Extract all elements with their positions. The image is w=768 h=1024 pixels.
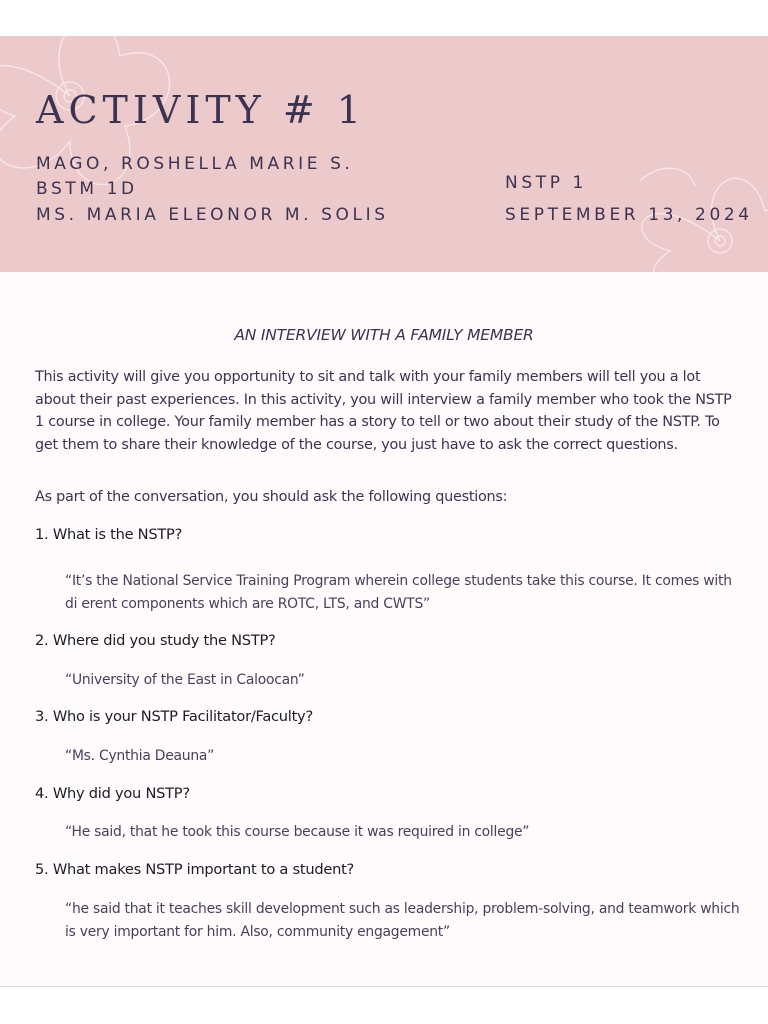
page-bottom-divider bbox=[0, 986, 768, 987]
intro-paragraph: This activity will give you opportunity to sit and talk with your family members will tell you a lot about their past experiences. In this activity, you will interview a family member who took the NSTP 1 course in college. Your family member has a story to tell or two about their study of the NSTP. To get them to share their knowledge of the course, you just have to ask the correct questions. bbox=[35, 369, 732, 453]
section-title: AN INTERVIEW WITH A FAMILY MEMBER bbox=[234, 326, 534, 344]
activity-date: SEPTEMBER 13, 2024 bbox=[505, 205, 753, 225]
course-code: NSTP 1 bbox=[505, 173, 587, 193]
student-name: MAGO, ROSHELLA MARIE S. bbox=[36, 154, 354, 174]
question-4: 4. Why did you NSTP? bbox=[35, 785, 190, 802]
answer-2: “University of the East in Caloocan” bbox=[65, 672, 305, 688]
question-2: 2. Where did you study the NSTP? bbox=[35, 632, 276, 649]
student-section: BSTM 1D bbox=[36, 179, 138, 199]
answer-5: “he said that it teaches skill development such as leadership, problem-solving, and teamwork which is very important for him. Also, community engagement” bbox=[65, 901, 740, 940]
header-band bbox=[0, 36, 768, 272]
question-3: 3. Who is your NSTP Facilitator/Faculty? bbox=[35, 708, 313, 725]
instructions-paragraph: As part of the conversation, you should ask the following questions: bbox=[35, 489, 508, 505]
answer-4: “He said, that he took this course because it was required in college” bbox=[65, 824, 530, 840]
instructor-name: MS. MARIA ELEONOR M. SOLIS bbox=[36, 205, 389, 225]
page-top-margin bbox=[0, 0, 768, 37]
answer-3: “Ms. Cynthia Deauna” bbox=[65, 748, 215, 764]
question-5: 5. What makes NSTP important to a student? bbox=[35, 861, 355, 878]
activity-title: ACTIVITY # 1 bbox=[36, 88, 366, 132]
answer-1: “It’s the National Service Training Program wherein college students take this course. It comes with di erent components which are ROTC, LTS, and CWTS” bbox=[65, 573, 732, 612]
question-1: 1. What is the NSTP? bbox=[35, 526, 183, 543]
